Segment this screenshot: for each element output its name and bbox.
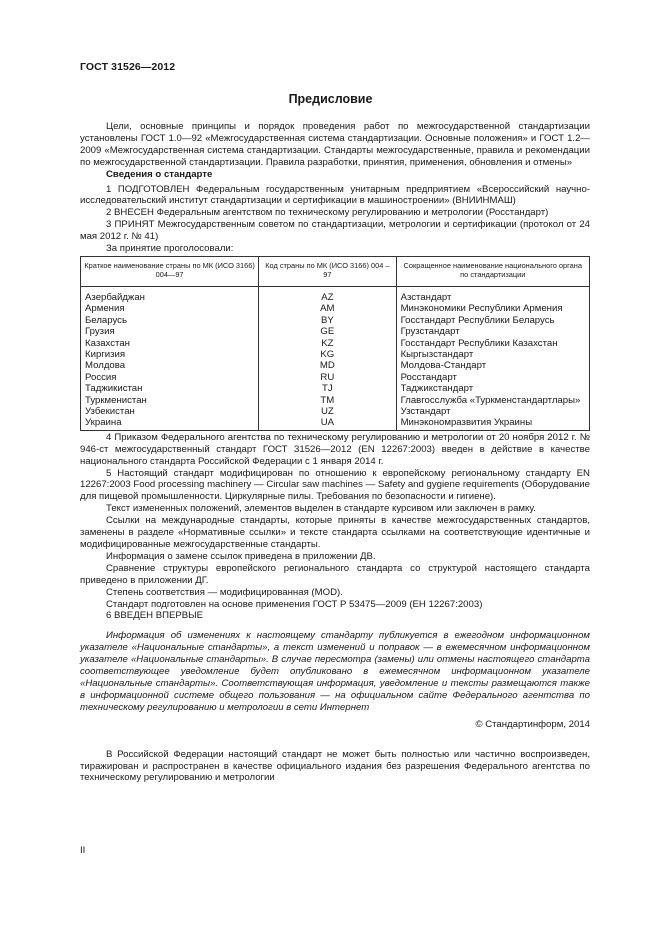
cell-national-body: Главгосслужба «Туркменстандартлары» [396,395,589,406]
cell-country-name: Украина [81,417,259,430]
degree-of-correspondence: Степень соответствия — модифицированная (MOD). [106,586,343,598]
table-row [81,417,590,430]
table-row [81,406,590,417]
cell-country-name: Армения [81,303,259,314]
cell-national-body: Кыргызстандарт [396,349,589,360]
cell-national-body: Минэкономразвития Украины [396,417,589,430]
copyright: © Стандартинформ, 2014 [475,718,590,730]
cell-country-code: GE [259,326,396,337]
cell-country-name: Киргизия [81,349,259,360]
cell-country-name: Туркменистан [81,395,259,406]
cell-national-body: Госстандарт Республики Беларусь [396,315,589,326]
vote-table-header-row [81,256,590,286]
table-row [81,286,590,303]
reproduction-notice: В Российской Федерации настоящий стандарт не может быть полностью или частично воспроизведен, тиражирован и распространен в качестве официального издания без разрешения Федерального агентства по техническому регулированию и метрологии [80,748,590,784]
table-row [81,326,590,337]
document-title: Предисловие [288,92,373,106]
item-prepared: 1 ПОДГОТОВЛЕН Федеральным государственным унитарным предприятием «Всероссийский научно-исследовательский институт стандартизации и сертификации в машиностроении» (ВНИИНМАШ) [80,183,590,207]
cell-country-code: BY [259,315,396,326]
document-body [80,121,590,784]
cell-country-code: KZ [259,338,396,349]
table-row [81,315,590,326]
cell-national-body: Минэкономики Республики Армения [396,303,589,314]
cell-country-name: Грузия [81,326,259,337]
cell-country-code: UA [259,417,396,430]
item-introduced: 2 ВНЕСЕН Федеральным агентством по техническому регулированию и метрологии (Росстандарт) [106,207,549,219]
cell-national-body: Узстандарт [396,406,589,417]
header-country-code: Код страны по МК (ИСО 3166) 004 – 97 [259,256,396,286]
table-row [81,338,590,349]
replacement-info: Информация о замене ссылок приведена в приложении ДВ. [106,550,376,562]
changes-info: Информация об изменениях к настоящему стандарту публикуется в ежегодном информационном указателе «Национальные стандарты», а текст изменений и поправок — в ежемесячном информационном указателе «Национальные стандарты». В случае пересмотра (замены) или отмены настоящего стандарта соответствующее уведомление будет опубликовано в ежемесячном информационном указателе «Национальные стандарты». Соответствующая информация, уведомление и тексты размещаются также в информационной системе общего пользования — на официальном сайте Федерального агентства по техническому регулированию и метрологии в сети Интернет [80,630,590,713]
cell-country-code: KG [259,349,396,360]
cell-country-name: Таджикистан [81,383,259,394]
cell-country-code: TM [259,395,396,406]
table-row [81,395,590,406]
cell-country-name: Молдова [81,360,259,371]
cell-country-code: MD [259,360,396,371]
cell-country-code: TJ [259,383,396,394]
cell-country-name: Казахстан [81,338,259,349]
cell-country-name: Беларусь [81,315,259,326]
cell-country-code: RU [259,372,396,383]
cell-national-body: Таджикстандарт [396,383,589,394]
item-first-time: 6 ВВЕДЕН ВПЕРВЫЕ [106,610,204,622]
header-country-name: Краткое наименование страны по МК (ИСО 3166) 004—97 [81,256,259,286]
italic-note: Текст измененных положений, элементов выделен в стандарте курсивом или заключен в рамку. [106,503,536,515]
header-national-body: Сокращенное наименование национального органа по стандартизации [396,256,589,286]
item-modified: 5 Настоящий стандарт модифицирован по отношению к европейскому региональному стандарту EN 12267:2003 Food processing machinery — Circular saw machines — Safety and gygiene requirements (Оборудование для пищевой промышленности. Циркулярные пилы. Требования по безопасности и гигиене). [80,467,590,503]
basis-note: Стандарт подготовлен на основе применения ГОСТ Р 53475—2009 (ЕН 12267:2003) [106,598,483,610]
intro-paragraph: Цели, основные принципы и порядок проведения работ по межгосударственной стандартизации установлены ГОСТ 1.0—92 «Межгосударственная система стандартизации. Основные положения» и ГОСТ 1.2—2009 «Межгосударственная система стандартизации. Стандарты межгосударственные, правила и рекомендации по межгосударственной стандартизации. Правила разработки, принятия, применения, обновления и отмены» [80,121,590,168]
page-header-standard-id: ГОСТ 31526—2012 [80,61,176,73]
item-order: 4 Приказом Федерального агентства по техническому регулированию и метрологии от 20 ноября 2012 г. № 946-ст межгосударственный стандарт ГОСТ 31526—2012 (EN 12267:2003) введен в действие в качестве национального стандарта Российской Федерации с 1 января 2014 г. [80,431,590,467]
vote-table [80,256,590,431]
table-row [81,360,590,371]
table-row [81,372,590,383]
cell-national-body: Молдова-Стандарт [396,360,589,371]
info-heading: Сведения о стандарте [106,168,213,180]
cell-country-name: Азербайджан [81,286,259,303]
cell-country-code: AZ [259,286,396,303]
table-row [81,383,590,394]
cell-country-code: UZ [259,406,396,417]
item-adopted: 3 ПРИНЯТ Межгосударственным советом по стандартизации, метрологии и сертификации (протокол от 24 мая 2012 г. № 41) [80,219,590,243]
cell-national-body: Госстандарт Республики Казахстан [396,338,589,349]
structure-comparison: Сравнение структуры европейского регионального стандарта со структурой настоящего стандарта приведено в приложении ДГ. [80,562,590,586]
references-note: Ссылки на международные стандарты, которые приняты в качестве межгосударственных стандартов, заменены в разделе «Нормативные ссылки» и тексте стандарта ссылками на соответствующие идентичные и модифицированные межгосударственные стандарты. [80,515,590,550]
cell-country-code: AM [259,303,396,314]
voted-label: За принятие проголосовали: [106,243,234,255]
cell-national-body: Азстандарт [396,286,589,303]
cell-country-name: Россия [81,372,259,383]
cell-country-name: Узбекистан [81,406,259,417]
cell-national-body: Росстандарт [396,372,589,383]
page-number: II [80,845,86,856]
cell-national-body: Грузстандарт [396,326,589,337]
table-row [81,303,590,314]
table-row [81,349,590,360]
